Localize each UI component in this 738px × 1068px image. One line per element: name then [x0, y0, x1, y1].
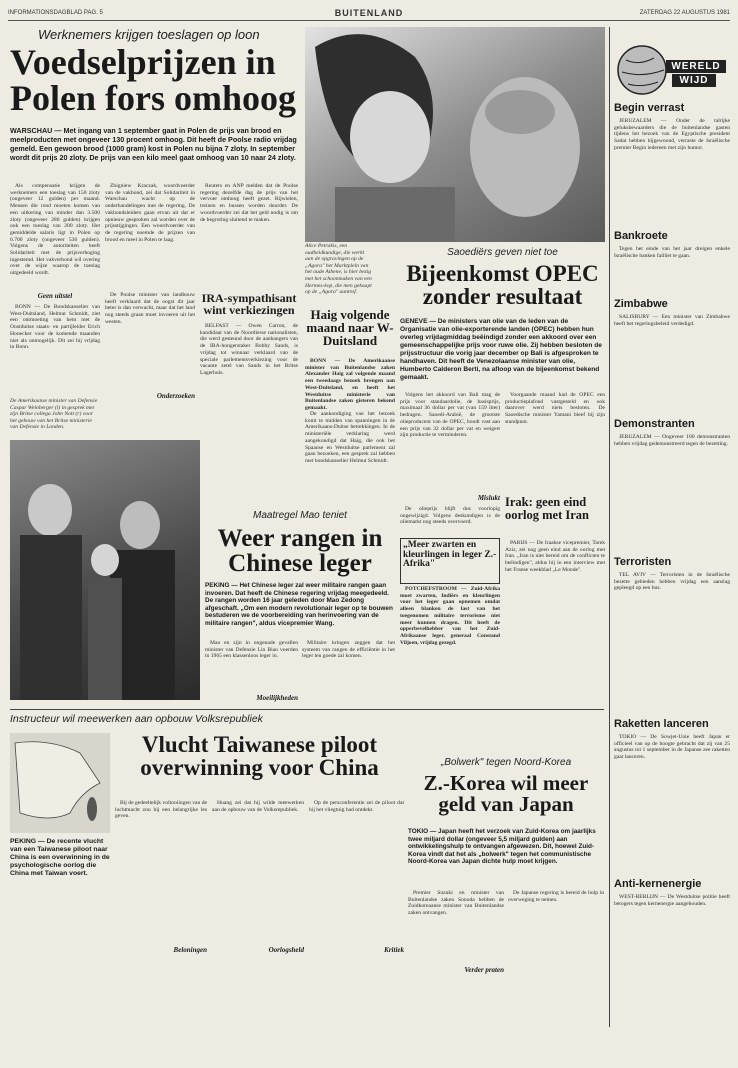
- taiwan-headline: Vlucht Taiwanese piloot overwinning voor China: [140, 732, 379, 780]
- demo-story: [614, 434, 730, 554]
- taiwan-col-1: [115, 800, 207, 940]
- moeilijkheden-label: Moeilijkheden: [256, 694, 298, 702]
- raket-story: [614, 734, 730, 874]
- zimb-text: SALISBURY — Een minister van Zimbabwe heeft het regeringsbeleid verdedigd.: [614, 314, 730, 327]
- polen-col-2: [105, 183, 195, 291]
- haig-headline: Haig volgende maand naar W-Duitsland: [306, 307, 394, 348]
- terror-title: Terroristen: [614, 556, 672, 568]
- polen-col1-text: Als compensatie krijgen de werknemers een toeslag van 150 zloty (ongeveer 12 gulden) per maand. Mensen die rond moeten komen van een uitkering van minder dan 3.500 zloty (ongeveer 280 gulden) krijgen ook een toeslag van 200 zloty. Het gemiddelde salaris ligt in Polen op 6.700 zloty (ongeveer 536 gulden). Volgens de autoriteiten heeft Solidariteit met de prijsverhoging ingestemd. Het vakverbond wil overleg over de wijze waarop de toeslag uitgedeeld wordt.: [10, 183, 100, 277]
- mistukt-sub: [400, 494, 500, 504]
- korea-headline: Z.-Korea wil meer geld van Japan: [423, 771, 589, 816]
- antikern-text: WEST-BERLIJN — De Westduitse politie heeft betogers tegen kernenergie aangehouden.: [614, 894, 730, 907]
- verder-sub: [408, 966, 504, 976]
- korea-kicker-block: [408, 757, 604, 771]
- verder-praten-label: Verder praten: [464, 966, 504, 974]
- china-kicker-block: [205, 510, 395, 524]
- polen-col-1: [10, 183, 100, 291]
- ira-text: BELFAST — Owen Carron, de kandidaat van de Noordierse nationalisten, die werd gesteund door de aanhangers van de IRA-hongerstaker Bobby Sands, is vrijdag tot winnaar verklaard van de speciale parlementsverkiezing voor de vacante zetel van Sands in het Britse Lagerhuis.: [200, 323, 298, 376]
- taiwan-kicker: Instructeur wil meewerken aan opbouw Volksrepubliek: [10, 713, 263, 725]
- raket-title: Raketten lanceren: [614, 718, 709, 730]
- raket-text: TOKIO — De Sowjet-Unie heeft Japan er officieel van op de hoogte gebracht dat zij van 25 augustus tot 1 september in de Japanse zee raketten gaat lanceren.: [614, 734, 730, 761]
- oorlogsheld-label: Oorlogsheld: [268, 946, 304, 954]
- bonn-story: [10, 304, 100, 396]
- header-paper-name: INFORMATIONSDAGBLAD PAG. 5: [8, 10, 103, 16]
- beloningen-sub: [115, 946, 207, 956]
- polen-col2-text: Zbigniew Kraczak, woordvoerder van de vakbond, zei dat Solidariteit in Warschau wacht op de onderhandelingen met de regering. De vakbondsleiders gaan ervan uit dat er opnieuw gesproken zal worden over de prijsstijgingen. Een woordvoerder van de regering noemde de prijzen van brood en meel in Polen te laag.: [105, 183, 195, 243]
- begin-text: JERUZALEM — Onder de talrijke geluksbewaarders die de buitenlandse gasten tijdens het bezoek van de Egyptische president Sadat hebben bijgewoond, verraste de Israëlische premier Begin iedereen met zijn humor.: [614, 118, 730, 151]
- korea-col-1: [408, 890, 504, 1020]
- onderzoeken-sub: [105, 392, 195, 402]
- taiwan-col1-text: Bij de gedeeltelijk voltooiingen van de luchtmacht zou hij een belangrijke les geven.: [115, 800, 207, 820]
- wereld-logo: [614, 40, 730, 100]
- moeilijk-sub: [205, 694, 298, 704]
- irak-headline: Irak: geen eind oorlog met Iran: [505, 495, 590, 522]
- taiwan-map: [10, 733, 110, 833]
- zwarten-text: POTCHEFSTROOM — Zuid-Afrika moet zwarten, Indiërs en kleurlingen voor het leger gaan opnemen omdat alleen blanken de last van het toegenomen militaire terrorisme niet meer kunnen dragen. Dit heeft de opperbevelhebber van het Zuid-Afrikaanse leger, generaal Constand Viljoen, vrijdag gezegd.: [400, 586, 500, 646]
- bank-text: Tegen het einde van het jaar dreigen enkele Israëlische banken failliet te gaan.: [614, 246, 730, 259]
- zwarten-headline-box: [400, 538, 500, 584]
- geen-uitstel-label: Geen uitstel: [37, 292, 73, 300]
- opec-kicker-block: [400, 247, 605, 261]
- taiwan-rule: [10, 709, 604, 710]
- china-col1-text: Mao en zijn in ongenade gevallen minister van Defensie Lin Biao voerden in 1965 een klassenloos leger in.: [205, 640, 298, 660]
- terror-text: TEL AVIV — Terroristen in de Israëlische bezette gebieden hebben vrijdag een aanslag gepleegd op een bus.: [614, 572, 730, 592]
- ira-story: [200, 323, 298, 408]
- haig-story: [305, 411, 395, 464]
- terror-story: [614, 572, 730, 712]
- irak-story: [505, 540, 605, 740]
- opec-headline-block: [400, 262, 605, 316]
- beloningen-label: Beloningen: [173, 946, 207, 954]
- china-col2-text: Militaire kringen zeggen dat het systeem van rangen de efficiëntie in het leger ten goede zal komen.: [302, 640, 395, 660]
- archaeology-photo-art: [305, 27, 605, 242]
- taiwan-col-2: [212, 800, 304, 940]
- polen-col-3: [200, 183, 298, 291]
- polen-col3-text: Reuters en ANP melden dat de Poolse regering dezelfde dag de prijs van het vervoer omhoog heeft gezet. Rijwielen, treinen en bussen worden duurder. De woordvoerder zei dat het geld nodig is om de begroting sluitend te maken.: [200, 183, 298, 223]
- haig-lead: [305, 358, 395, 410]
- opec-col-3: [400, 506, 500, 534]
- polen-kicker: Werknemers krijgen toeslagen op loon: [38, 27, 260, 42]
- haig-headline-block: [305, 308, 395, 356]
- korea-kicker: „Bolwerk" tegen Noord-Korea: [440, 757, 572, 768]
- ministers-photo: [10, 440, 200, 700]
- geen-uitstel: [10, 292, 100, 302]
- ministers-photo-art: [10, 440, 200, 700]
- zimb-story: [614, 314, 730, 414]
- opec-col-2: [505, 392, 605, 492]
- ameri-caption: De Amerikaanse minister van Defensie Caspar Weinberger (l) in gesprek met zijn Britse collega John Nott (r) voor het gebouw van het Britse ministerie van Defensie in Londen.: [10, 398, 98, 431]
- irak-text: PARIJS — De Iraakse vicepremier, Tarek Aziz, zei nog geen eind aan de oorlog met Iran. „Iran is niet bereid om de conflicten te beëindigen", aldus hij in een interview met het Franse weekblad „Le Monde".: [505, 540, 605, 573]
- polen-headline: Voedselprijzen in Polen fors omhoog: [10, 42, 296, 118]
- opec-col2-text: Voorgaande maand had de OPEC een productieplafond vastgesteld en ook daarover werd niets besloten. De Saoedische minister Yamani bleef bij zijn standpunt.: [505, 392, 605, 425]
- oorlogsheld-sub: [212, 946, 304, 956]
- china-headline-block: [205, 526, 395, 580]
- polen-lead: WARSCHAU — Met ingang van 1 september gaat in Polen de prijs van brood en meelproducten met ongeveer 130 procent omhoog. Dit heeft de Poolse radio vrijdag gemeld. Een gewoon brood (1000 gram) kost in Polen nu bijna 7 zloty. In september wordt dit prijs 20 zloty. De prijs van een kilo meel gaat omhoog van 10 naar 24 zloty.: [10, 126, 297, 162]
- opec-headline: Bijeenkomst OPEC zonder resultaat: [406, 261, 599, 309]
- opec-col3-text: De olieprijs blijft dus voorlopig ongewijzigd. Volgens deskundigen is de oliemarkt nog steeds overvoerd.: [400, 506, 500, 526]
- haig-text: De aankondiging van het bezoek komt te midden van spanningen in de Amerikaans-Duitse betrekkingen. In de ministeriële verklaring werd aangekondigd dat Haig, die ook het Spaanse en Westduitse parlement zal gaan bezoeken, een gesprek zal hebben met bondskanselier Helmut Schmidt.: [305, 411, 395, 464]
- irak-headline-block: [505, 496, 605, 536]
- begin-story: [614, 118, 730, 228]
- kritiek-label: Kritiek: [384, 946, 404, 954]
- wereld-line1: WERELD: [671, 61, 721, 72]
- antikern-story: [614, 894, 730, 1034]
- zwarten-story: [400, 586, 500, 736]
- right-column-rule: [609, 27, 610, 1027]
- bank-title: Bankroete: [614, 230, 668, 242]
- taiwan-kicker-block: [10, 713, 404, 727]
- opec-kicker: Saoediërs geven niet toe: [447, 247, 558, 258]
- opec-col1-text: Volgens het akkoord van Bali mag de prijs voor standaardolie, de basisprijs, maximaal 36 dollar per vat (van 159 liter) bedragen. Saoedi-Arabië, de grootste olieproducent van de OPEC, houdt vast aan een prijs van 32 dollar per vat en weigert zijn productie te verminderen.: [400, 392, 500, 439]
- polen-col-4: [105, 292, 195, 387]
- opec-lead: GENEVE — De ministers van olie van de leden van de Organisatie van olie-exporterende landen (OPEC) hebben hun overleg vrijdagmiddag beëindigd zonder een akkoord over een gemeenschappelijke prijs voor ruwe olie. Zij hebben besloten de prijsstructuur die vorig jaar december op Bali is afgesproken te handhaven. Dit heeft de Venezolaanse minister van olie, Humberto Calderon Berti, na afloop van de bijeenkomst bekend gemaakt.: [400, 318, 602, 381]
- opec-col-1: [400, 392, 500, 492]
- archaeology-caption: Alice Petrakis, een oudheidkundige, die werkt aan de opgravingen op de „Agora" het Marktplein van het oude Athene, is hier bezig met het schoonmaken van een Hermes-kop, die men gekaapt op de „Agora" aantrof.: [305, 243, 372, 296]
- mislukt-label: Mislukt: [477, 494, 500, 502]
- antikern-title: Anti-kernenergie: [614, 878, 702, 890]
- archaeology-photo: [305, 27, 605, 242]
- polen-kicker-block: [10, 27, 300, 42]
- china-lead: PEKING — Het Chinese leger zal weer militaire rangen gaan invoeren. Dat heeft de Chinese regering vrijdag meegedeeld. De rangen worden 16 jaar geleden door Mao Zedong afgeschaft. „Om een modern revolutionair leger op te bouwen bestuderen we de voorbereiding van herinvoering van de militaire rangen", aldus vicepremier Wang.: [205, 582, 393, 627]
- taiwan-col3-text: Op de persconferentie zei de piloot dat hij het vliegtuig had ontdekt.: [309, 800, 404, 813]
- page-header: [8, 8, 730, 21]
- korea-col2-text: De Japanse regering is bereid de hulp in overweging te nemen.: [508, 890, 604, 903]
- onderzoeken-label: Onderzoeken: [156, 392, 195, 400]
- polen-headline-block: [10, 44, 300, 124]
- china-headline: Weer rangen in Chinese leger: [217, 525, 383, 577]
- zwarten-headline: „Meer zwarten en kleurlingen in leger Z.-Afrika": [403, 540, 497, 569]
- taiwan-lead: PEKING — De recente vlucht van een Taiwanese piloot naar China is een overwinning in de psychologische oorlog die China met Taiwan voert.: [10, 838, 110, 877]
- wereld-line2: WIJD: [679, 75, 709, 86]
- ira-headline: IRA-sympathisant wint verkiezingen: [201, 291, 297, 317]
- zimb-title: Zimbabwe: [614, 298, 668, 310]
- korea-col1-text: Premier Suzuki en minister van Buitenlandse zaken Sonoda hebben de Zuidkoreaanse minister van Buitenlandse zaken ontvangen.: [408, 890, 504, 917]
- begin-title: Begin verrast: [614, 102, 685, 114]
- ira-headline-block: [200, 292, 298, 322]
- map-art: [10, 733, 110, 833]
- china-kicker: Maatregel Mao teniet: [253, 510, 347, 521]
- taiwan-col2-text: Huang zei dat hij wilde meewerken aan de opbouw van de Volksrepubliek.: [212, 800, 304, 813]
- korea-headline-block: [408, 773, 604, 825]
- demo-text: JERUZALEM — Ongeveer 100 demonstranten hebben vrijdag gedemonstreerd tegen de bezetting.: [614, 434, 730, 447]
- polen-col4-text: De Poolse minister van landbouw heeft verklaard dat de oogst dit jaar beter is dan verwacht, maar dat het land nog steeds graan moet invoeren uit het westen.: [105, 292, 195, 325]
- haig-lead-text: BONN — De Amerikaanse minister van Buitenlandse zaken Alexander Haig zal volgende maand een tweedaags bezoek brengen aan West-Duitsland, en heeft het Westduitse ministerie van Buitenlandse zaken gisteren bekend gemaakt.: [305, 358, 395, 411]
- demo-title: Demonstranten: [614, 418, 695, 430]
- korea-lead: TOKIO — Japan heeft het verzoek van Zuid-Korea om jaarlijks twee miljard dollar (ongeveer 5,5 miljard gulden) aan ontwikkelingshulp te ontvangen afgewezen. Dit, hoewel Zuid-Korea vindt dat het als „bolwerk" tegen het communistische Noord-Korea van Japan dichte hulp moet krijgen.: [408, 828, 596, 866]
- kritiek-sub: [309, 946, 404, 956]
- bonn-text: BONN — De Bondskanselier van West-Duitsland, Helmut Schmidt, ziet een ontmoeting van hem met de Oostduitse staats- en partijleider Erich Honecker voor de komende maanden niet als onmogelijk. Dit zei hij vrijdag in Bonn.: [10, 304, 100, 351]
- bank-story: [614, 246, 730, 296]
- china-col-2: [302, 640, 395, 705]
- header-section: BUITENLAND: [334, 8, 404, 18]
- taiwan-col-3: [309, 800, 404, 940]
- korea-col-2: [508, 890, 604, 1020]
- taiwan-headline-block: [115, 733, 404, 795]
- header-date: ZATERDAG 22 AUGUSTUS 1981: [639, 10, 730, 16]
